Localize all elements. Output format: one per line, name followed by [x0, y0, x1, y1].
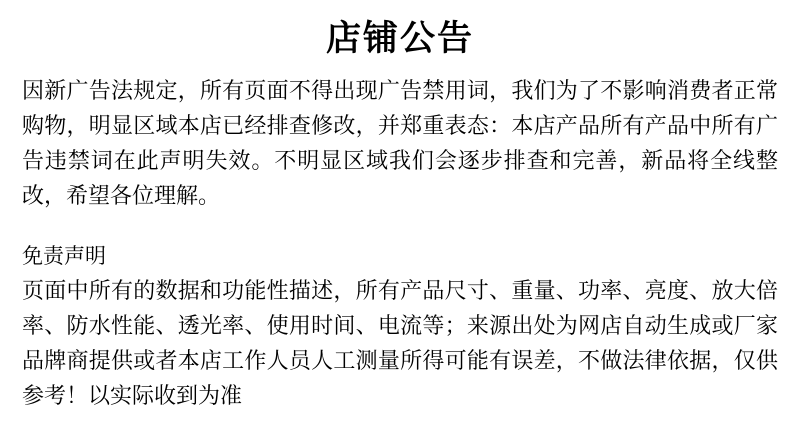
disclaimer-heading: 免责声明	[22, 244, 106, 268]
disclaimer-paragraph: 页面中所有的数据和功能性描述，所有产品尺寸、重量、功率、亮度、放大倍率、防水性能、透光率、使用时间、电流等；来源出处为网店自动生成或厂家品牌商提供或者本店工作人员人工测量所得可能有误差，不做法律依据，仅供参考！以实际收到为准	[22, 279, 778, 409]
page-title: 店铺公告	[325, 19, 474, 59]
disclaimer-section	[22, 240, 778, 414]
notice-main-paragraph: 因新广告法规定，所有页面不得出现广告禁用词，我们为了不影响消费者正常购物，明显区域本店已经排查修改，并郑重表态：本店产品所有产品中所有广告违禁词在此声明失效。不明显区域我们会逐步排查和完善，新品将全线整改，希望各位理解。	[22, 79, 778, 209]
notice-body	[22, 74, 778, 214]
